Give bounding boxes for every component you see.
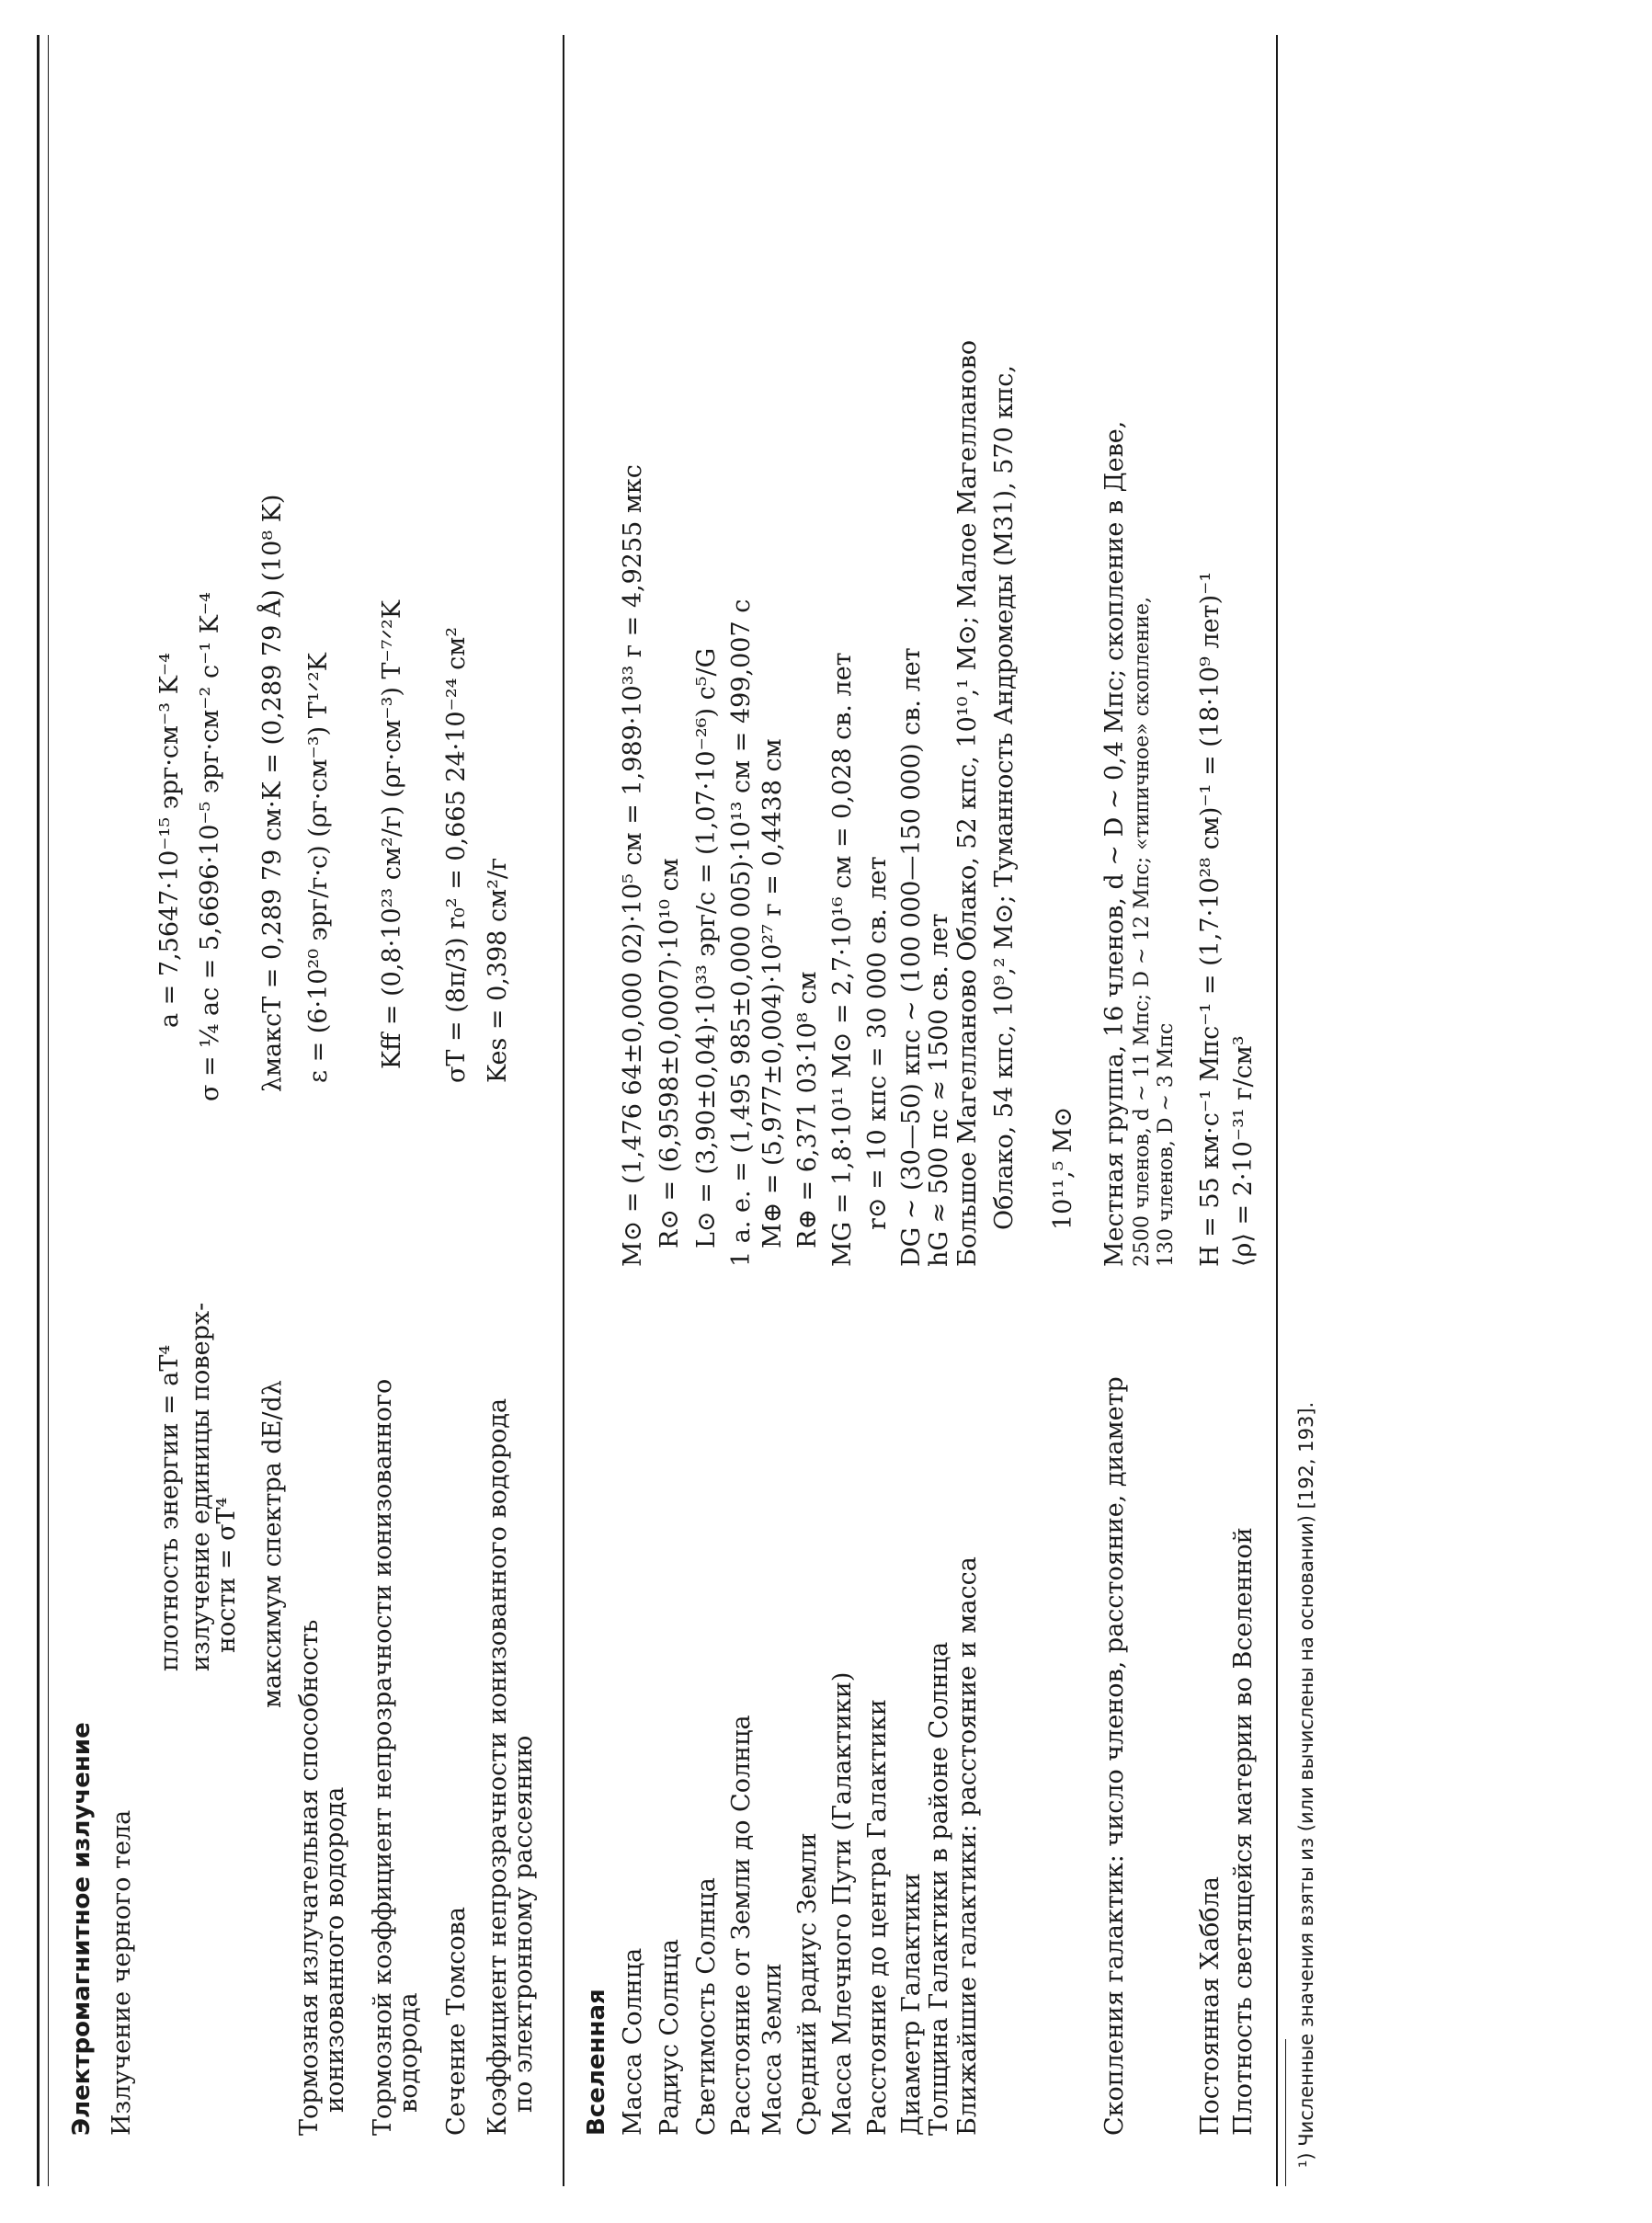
row-label: Излучение черного тела <box>108 1809 136 2136</box>
row-value: σ = ¼ ac = 5,6696·10⁻⁵ эрг·см⁻² с⁻¹ K⁻⁴ <box>196 592 224 1101</box>
row-label: Радиус Солнца <box>655 1939 684 2136</box>
row-value: 2500 членов, d ~ 11 Мпс; D ~ 12 Мпс; «типичное» скопление, <box>1131 596 1154 1267</box>
row-value: λмаксT = 0,289 79 см·K = (0,289 79 Å) (10⁸ K) <box>258 494 287 1092</box>
row-label: ионизованного водорода <box>321 1786 349 2113</box>
row-label: Плотность светящейся материи во Вселенной <box>1229 1527 1258 2136</box>
section-heading-em: Электромагнитное излучение <box>68 1722 96 2136</box>
row-value: R⊙ = (6,9598±0,0007)·10¹⁰ см <box>655 858 684 1248</box>
row-value: R⊕ = 6,371 03·10⁸ см <box>793 971 822 1248</box>
section-heading-universe: Вселенная <box>583 1989 610 2136</box>
row-value: ε = (6·10²⁰ эрг/г·с) (ρг·см⁻³) T¹ᐟ²K <box>304 653 333 1083</box>
row-label: Расстояние до центра Галактики <box>863 1699 892 2136</box>
row-value: Kes = 0,398 см²/г <box>484 857 512 1083</box>
row-value: 1 а. е. = (1,495 985±0,000 005)·10¹³ см = 499,007 с <box>727 598 756 1267</box>
row-value: 130 членов, D ~ 3 Мпс <box>1155 1022 1178 1267</box>
row-value: 10¹¹,⁵ M⊙ <box>1049 1106 1077 1230</box>
row-label: Коэффициент непрозрачности ионизованного водорода <box>484 1397 512 2136</box>
row-label: Сечение Томсова <box>442 1907 471 2136</box>
footnote-rule <box>1285 2039 1286 2186</box>
row-value: σT = (8π/3) r₀² = 0,665 24·10⁻²⁴ см² <box>442 626 471 1083</box>
row-label: Ближайшие галактики: расстояние и масса <box>953 1556 982 2136</box>
row-value: M⊙ = (1,476 64±0,000 02)·10⁵ см = 1,989·10³³ г = 4,9255 мкс <box>619 464 647 1267</box>
row-label: Постоянная Хаббла <box>1196 1876 1225 2136</box>
row-label: Диаметр Галактики <box>897 1873 926 2136</box>
row-value: Большое Магелланово Облако, 52 кпс, 10¹⁰,¹ M⊙; Малое Магелланово <box>953 339 982 1267</box>
row-sublabel: излучение единицы поверх- <box>187 1302 215 1671</box>
row-value: hG ≈ 500 пс ≈ 1500 св. лет <box>925 913 953 1267</box>
row-label: Средний радиус Земли <box>793 1832 822 2136</box>
row-label: Скопления галактик: число членов, расстояние, диаметр <box>1100 1376 1129 2136</box>
row-value: H = 55 км·с⁻¹ Мпс⁻¹ = (1,7·10²⁸ см)⁻¹ = (18·10⁹ лет)⁻¹ <box>1196 571 1225 1267</box>
row-value: Kff = (0,8·10²³ см²/г) (ρг·см⁻³) T⁻⁷ᐟ²K <box>378 599 406 1069</box>
row-value: MG = 1,8·10¹¹ M⊙ = 2,7·10¹⁶ см = 0,028 св. лет <box>828 652 857 1267</box>
row-label: Толщина Галактики в районе Солнца <box>925 1641 953 2136</box>
row-label: Расстояние от Земли до Солнца <box>727 1715 756 2136</box>
row-value: a = 7,5647·10⁻¹⁵ эрг·см⁻³ K⁻⁴ <box>155 653 184 1028</box>
row-value: r⊙ = 10 кпс = 30 000 св. лет <box>863 856 892 1230</box>
row-value: L⊙ = (3,90±0,04)·10³³ эрг/с = (1,07·10⁻²⁶) c⁵/G <box>692 647 721 1248</box>
row-value: DG ~ (30—50) кпс ~ (100 000—150 000) св. лет <box>897 647 926 1267</box>
row-label: Тормозной коэффициент непрозрачности ионизованного <box>369 1378 397 2136</box>
row-value: ⟨ρ⟩ = 2·10⁻³¹ г/см³ <box>1229 1035 1258 1267</box>
row-sublabel: максимум спектра dE/dλ <box>258 1380 287 1708</box>
row-value: M⊕ = (5,977±0,004)·10²⁷ г = 0,4438 см <box>758 738 787 1248</box>
row-label: Тормозная излучательная способность <box>295 1619 324 2136</box>
row-label: Масса Солнца <box>619 1947 647 2136</box>
section-rule <box>563 35 564 2186</box>
bottom-rule <box>1276 35 1278 2186</box>
row-label: Светимость Солнца <box>692 1877 721 2136</box>
row-sublabel: ности = σT⁴ <box>212 1497 241 1653</box>
row-label: Масса Млечного Пути (Галактики) <box>828 1671 857 2136</box>
row-value: Облако, 54 кпс, 10⁹,² M⊙; Туманность Андромеды (M31), 570 кпс, <box>990 365 1019 1230</box>
row-value: Местная группа, 16 членов, d ~ D ~ 0,4 Мпс; скопление в Деве, <box>1100 420 1129 1267</box>
row-label: водорода <box>394 1992 423 2113</box>
row-label: Масса Земли <box>758 1963 787 2136</box>
top-rule-thin <box>48 35 49 2186</box>
row-label: по электронному рассеянию <box>509 1735 538 2113</box>
row-sublabel: плотность энергии = aT⁴ <box>155 1344 184 1671</box>
footnote: ¹) Численные значения взяты из (или вычислены на основании) [192, 193]. <box>1295 1401 1317 2168</box>
top-rule <box>37 35 40 2186</box>
